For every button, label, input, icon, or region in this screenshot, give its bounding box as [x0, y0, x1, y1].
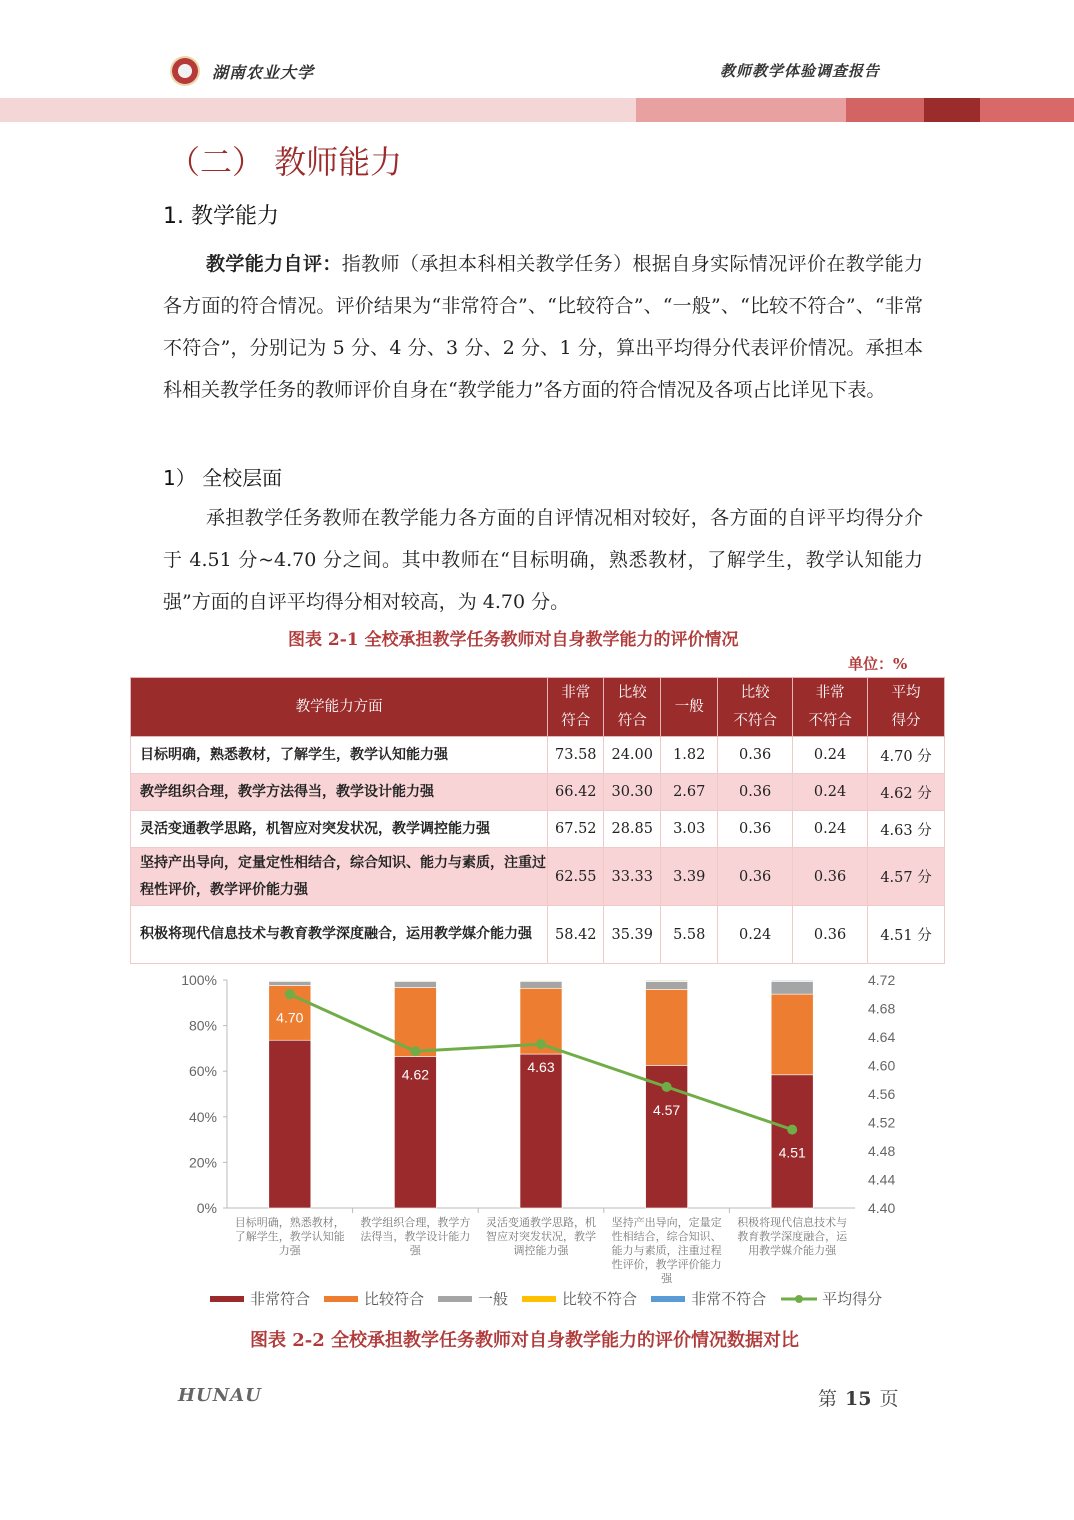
- value-cell: 0.24: [793, 774, 868, 811]
- legend-swatch: [438, 1296, 472, 1302]
- value-cell: 67.52: [548, 811, 604, 848]
- university-name: 湖南农业大学: [212, 63, 315, 82]
- value-cell: 0.24: [793, 811, 868, 848]
- y-tick-label-right: 4.56: [868, 1086, 896, 1102]
- bar-segment: [771, 980, 813, 981]
- x-category-label: 智应对突发状况，教学: [486, 1230, 596, 1243]
- aspect-cell: 教学组织合理，教学方法得当，教学设计能力强: [131, 774, 548, 811]
- x-category-label: 调控能力强: [513, 1244, 569, 1257]
- x-category-label: 强: [661, 1272, 673, 1285]
- value-cell: 0.36: [718, 848, 793, 906]
- average-score-label: 4.57: [652, 1101, 681, 1118]
- ability-table: [130, 677, 945, 964]
- value-cell: 0.36: [793, 906, 868, 964]
- value-cell: 28.85: [604, 811, 661, 848]
- y-tick-label-left: 40%: [188, 1108, 217, 1125]
- intro-paragraph: [163, 243, 923, 411]
- legend-item: 平均得分: [780, 1288, 882, 1309]
- value-cell: 0.36: [718, 811, 793, 848]
- y-tick-label-right: 4.40: [868, 1200, 896, 1216]
- value-cell: 62.55: [548, 848, 604, 906]
- value-cell: 2.67: [661, 774, 718, 811]
- bar-segment: [771, 981, 813, 994]
- x-category-label: 能力与素质，注重过程: [611, 1244, 722, 1257]
- legend-swatch: [324, 1296, 358, 1302]
- bar-segment: [520, 980, 562, 981]
- value-cell: 33.33: [604, 848, 661, 906]
- header-very-agree: 非常 符合: [548, 678, 604, 737]
- table-row: [131, 906, 945, 964]
- legend-swatch: [651, 1296, 685, 1302]
- bar-segment: [394, 980, 436, 981]
- header-aspect: 教学能力方面: [131, 678, 548, 737]
- intro-lead: 教学能力自评：: [206, 253, 342, 275]
- bar-segment: [646, 989, 688, 1065]
- y-tick-label-right: 4.64: [868, 1029, 896, 1045]
- value-cell: 73.58: [548, 737, 604, 774]
- bar-segment: [771, 994, 813, 1075]
- header-band: [0, 98, 1074, 122]
- aspect-cell: 坚持产出导向，定量定性相结合，综合知识、能力与素质，注重过程性评价，教学评价能力强: [131, 848, 548, 906]
- stacked-bar-line-chart: [160, 968, 920, 1285]
- subsection-title: 1. 教学能力: [163, 204, 279, 229]
- header-agree: 比较 符合: [604, 678, 661, 737]
- bar-segment: [520, 1054, 562, 1208]
- average-cell: 4.63 分: [868, 811, 945, 848]
- x-category-label: 强: [409, 1244, 421, 1257]
- x-category-label: 用教学媒介能力强: [748, 1244, 837, 1257]
- value-cell: 5.58: [661, 906, 718, 964]
- y-tick-label-left: 0%: [196, 1200, 217, 1216]
- value-cell: 0.24: [718, 906, 793, 964]
- header-very-disagree: 非常 不符合: [793, 678, 868, 737]
- value-cell: 0.36: [793, 848, 868, 906]
- average-cell: 4.70 分: [868, 737, 945, 774]
- aspect-cell: 积极将现代信息技术与教育教学深度融合，运用教学媒介能力强: [131, 906, 548, 964]
- section-title: （二） 教师能力: [168, 143, 403, 181]
- y-tick-label-right: 4.44: [868, 1171, 896, 1188]
- table-caption: 图表 2-1 全校承担教学任务教师对自身教学能力的评价情况: [288, 630, 739, 650]
- legend-item: 比较符合: [324, 1288, 424, 1309]
- average-score-point: [536, 1039, 546, 1049]
- chart-caption: 图表 2-2 全校承担教学任务教师对自身教学能力的评价情况数据对比: [250, 1330, 800, 1351]
- page-number: 第 15 页: [818, 1388, 899, 1410]
- y-tick-label-right: 4.48: [868, 1143, 896, 1159]
- average-score-label: 4.70: [276, 1009, 304, 1026]
- header-average: 平均 得分: [868, 678, 945, 737]
- x-category-label: 坚持产出导向，定量定: [611, 1216, 722, 1229]
- value-cell: 66.42: [548, 774, 604, 811]
- value-cell: 30.30: [604, 774, 661, 811]
- average-cell: 4.51 分: [868, 906, 945, 964]
- legend-item: 一般: [438, 1288, 508, 1309]
- average-score-label: 4.63: [527, 1059, 555, 1076]
- x-category-label: 法得当，教学设计能力: [360, 1230, 471, 1243]
- average-score-point: [787, 1125, 797, 1135]
- university-seal-logo: [170, 56, 200, 86]
- bar-segment: [771, 1075, 813, 1208]
- x-category-label: 目标明确，熟悉教材，: [234, 1216, 345, 1229]
- chart-legend: [210, 1288, 896, 1309]
- bar-segment: [520, 981, 562, 988]
- bar-segment: [269, 980, 311, 981]
- aspect-cell: 目标明确，熟悉教材，了解学生，教学认知能力强: [131, 737, 548, 774]
- header-neutral: 一般: [661, 678, 718, 737]
- average-score-point: [285, 989, 295, 999]
- footer-logo: HUNAU: [178, 1385, 262, 1406]
- bar-segment: [394, 981, 436, 987]
- table-header-row: [131, 678, 945, 737]
- value-cell: 35.39: [604, 906, 661, 964]
- y-tick-label-right: 4.68: [868, 1000, 896, 1017]
- value-cell: 0.24: [793, 737, 868, 774]
- bar-segment: [269, 981, 311, 985]
- bar-segment: [646, 980, 688, 981]
- x-category-label: 了解学生，教学认知能: [234, 1230, 345, 1243]
- value-cell: 1.82: [661, 737, 718, 774]
- aspect-cell: 灵活变通教学思路，机智应对突发状况，教学调控能力强: [131, 811, 548, 848]
- y-tick-label-left: 100%: [181, 972, 217, 988]
- table-row: [131, 811, 945, 848]
- y-tick-label-left: 80%: [188, 1017, 217, 1034]
- value-cell: 24.00: [604, 737, 661, 774]
- report-title: 教师教学体验调查报告: [720, 62, 881, 80]
- bar-segment: [646, 982, 688, 990]
- table-row: [131, 737, 945, 774]
- value-cell: 58.42: [548, 906, 604, 964]
- bar-segment: [269, 1040, 311, 1208]
- legend-item: 比较不符合: [522, 1288, 637, 1309]
- average-cell: 4.62 分: [868, 774, 945, 811]
- legend-item: 非常符合: [210, 1288, 310, 1309]
- average-cell: 4.57 分: [868, 848, 945, 906]
- x-category-label: 教育教学深度融合，运: [737, 1230, 848, 1243]
- legend-item: 非常不符合: [651, 1288, 766, 1309]
- y-tick-label-right: 4.52: [868, 1114, 896, 1131]
- x-category-label: 力强: [278, 1244, 301, 1257]
- x-category-label: 教学组织合理，教学方: [360, 1216, 471, 1229]
- y-tick-label-left: 60%: [188, 1063, 217, 1080]
- y-tick-label-left: 20%: [188, 1154, 217, 1171]
- value-cell: 3.03: [661, 811, 718, 848]
- y-tick-label-right: 4.72: [868, 972, 896, 988]
- average-score-label: 4.51: [778, 1144, 806, 1161]
- intro-text: 指教师（承担本科相关教学任务）根据自身实际情况评价在教学能力各方面的符合情况。评价结果为“非常符合”、“比较符合”、“一般”、“比较不符合”、“非常不符合”，分别记为 5 分、4 分、3 分、2 分、1 分，算出平均得分代表评价情况。承担本科相关教学任务的教师评价自身在“教学能力”各方面的符合情况及各项占比详见下表。: [163, 253, 923, 401]
- x-category-label: 灵活变通教学思路，机: [486, 1216, 596, 1229]
- y-tick-label-right: 4.60: [868, 1057, 896, 1074]
- table-unit: 单位：%: [848, 655, 908, 673]
- legend-swatch: [522, 1296, 556, 1302]
- value-cell: 0.36: [718, 737, 793, 774]
- table-row: [131, 774, 945, 811]
- level-paragraph: [163, 497, 923, 623]
- average-score-point: [410, 1046, 420, 1056]
- average-score-point: [662, 1082, 672, 1092]
- value-cell: 3.39: [661, 848, 718, 906]
- average-score-label: 4.62: [401, 1066, 430, 1083]
- x-category-label: 性评价，教学评价能力: [611, 1258, 722, 1271]
- level-text: 承担教学任务教师在教学能力各方面的自评情况相对较好，各方面的自评平均得分介于 4.51 分~4.70 分之间。其中教师在“目标明确，熟悉教材，了解学生，教学认知能力强”方面的自评平均得分相对较高，为 4.70 分。: [163, 507, 923, 613]
- value-cell: 0.36: [718, 774, 793, 811]
- header-disagree: 比较 不符合: [718, 678, 793, 737]
- level-title: 1） 全校层面: [163, 466, 283, 490]
- legend-line-swatch: [780, 1293, 818, 1305]
- table-row: [131, 848, 945, 906]
- x-category-label: 积极将现代信息技术与: [737, 1216, 848, 1229]
- legend-swatch: [210, 1296, 244, 1302]
- x-category-label: 性相结合，综合知识、: [611, 1230, 722, 1243]
